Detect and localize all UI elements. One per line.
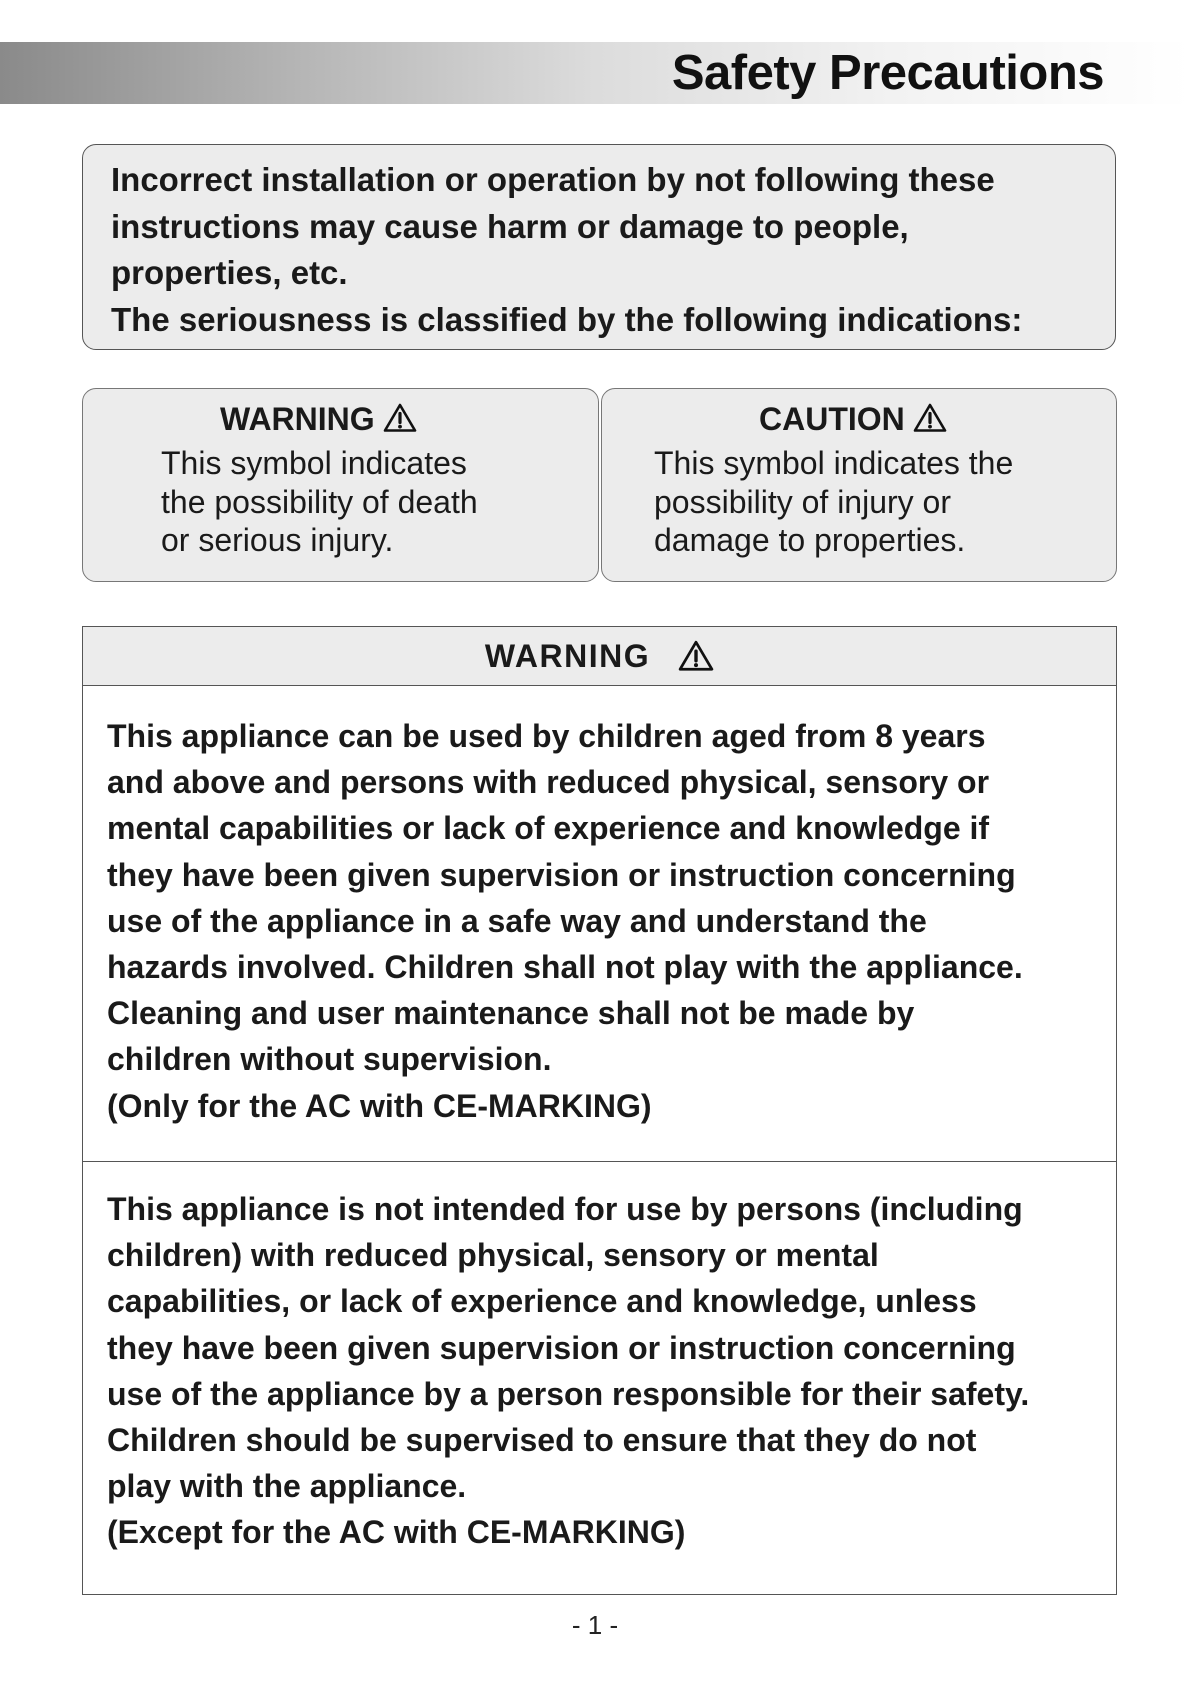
page-title: Safety Precautions (671, 46, 1104, 100)
warning-line: mental capabilities or lack of experience and knowledge if (107, 810, 990, 847)
warning-line: hazards involved. Children shall not play with the appliance. (107, 949, 1023, 986)
warning-line: (Except for the AC with CE-MARKING) (107, 1514, 686, 1551)
warning-section-children-ce (83, 686, 1116, 1162)
caution-symbol-line: possibility of injury or (654, 483, 951, 520)
warning-triangle-icon (913, 403, 947, 433)
warning-section-non-ce (83, 1162, 1116, 1556)
caution-symbol-description (654, 444, 1013, 560)
warning-symbol-description (161, 444, 478, 560)
page-number: - 1 - (571, 1610, 619, 1640)
warning-line: capabilities, or lack of experience and knowledge, unless (107, 1283, 977, 1320)
caution-symbol-title-text: CAUTION (759, 401, 905, 437)
warning-line: use of the appliance in a safe way and understand the (107, 902, 927, 939)
warning-table-header-text: WARNING (484, 638, 651, 674)
warning-line: (Only for the AC with CE-MARKING) (107, 1087, 652, 1124)
warning-symbol-box (82, 388, 599, 582)
warning-symbol-line: This symbol indicates (161, 445, 467, 481)
warning-triangle-icon (383, 403, 417, 433)
warning-line: use of the appliance by a person responsible for their safety. (107, 1375, 1030, 1412)
intro-line: The seriousness is classified by the following indications: (111, 300, 1023, 338)
caution-symbol-title (759, 399, 947, 439)
warning-line: Cleaning and user maintenance shall not be made by (107, 995, 915, 1032)
warning-table (82, 626, 1117, 1595)
intro-box (82, 144, 1116, 350)
intro-line: instructions may cause harm or damage to people, (111, 207, 909, 245)
warning-symbol-title-text: WARNING (220, 401, 375, 437)
warning-symbol-line: or serious injury. (161, 522, 394, 558)
warning-line: and above and persons with reduced physical, sensory or (107, 764, 990, 801)
intro-line: Incorrect installation or operation by not following these (111, 161, 995, 198)
warning-line: children) with reduced physical, sensory or mental (107, 1237, 879, 1274)
warning-line: This appliance is not intended for use by persons (including (107, 1191, 1023, 1227)
intro-line: properties, etc. (111, 254, 348, 291)
warning-line: children without supervision. (107, 1041, 552, 1078)
caution-symbol-box (601, 388, 1117, 582)
caution-symbol-line: damage to properties. (654, 522, 966, 558)
warning-table-header (83, 627, 1116, 686)
warning-triangle-icon (678, 640, 714, 672)
warning-line: they have been given supervision or instruction concerning (107, 856, 1016, 893)
warning-line: they have been given supervision or instruction concerning (107, 1329, 1016, 1366)
caution-symbol-line: This symbol indicates the (654, 445, 1014, 481)
warning-symbol-title (220, 399, 417, 439)
warning-line: play with the appliance. (107, 1468, 467, 1505)
warning-symbol-line: the possibility of death (161, 483, 478, 520)
warning-line: Children should be supervised to ensure that they do not (107, 1422, 977, 1459)
warning-line: This appliance can be used by children aged from 8 years (107, 718, 986, 754)
